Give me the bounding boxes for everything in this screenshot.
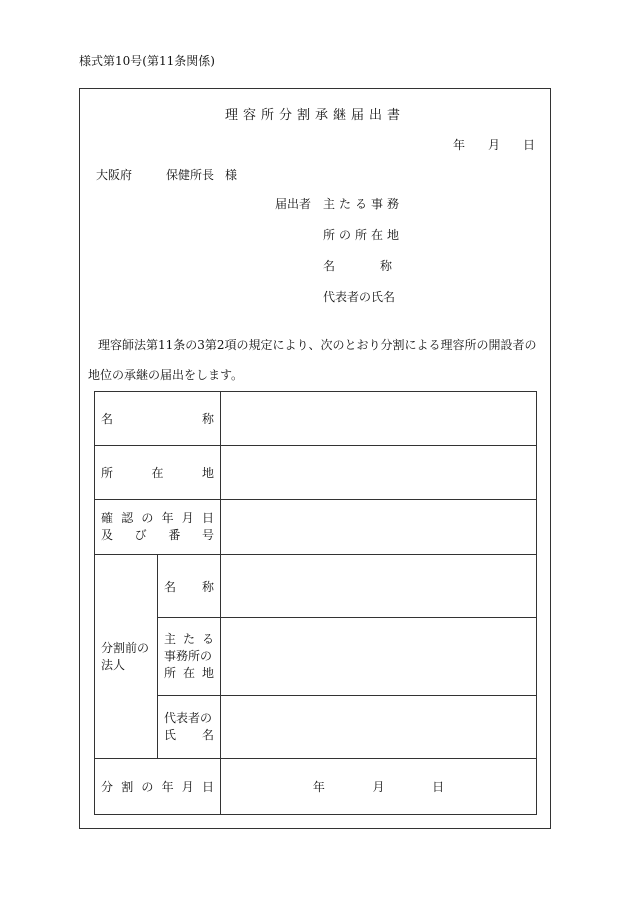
- value-pre-office[interactable]: [221, 618, 537, 696]
- label-name: 名 称: [95, 392, 221, 446]
- label-pre-split-corp: 分割前の法人: [95, 555, 158, 759]
- value-pre-name[interactable]: [221, 555, 537, 618]
- row-name: [95, 392, 537, 446]
- split-date-month: 月: [372, 780, 385, 794]
- label-pre-office: 主 た る 事務所の 所 在 地: [158, 618, 221, 696]
- notifier-address-line1: 主たる事務: [323, 197, 404, 211]
- statement-text: 理容師法第11条の3第2項の規定により、次のとおり分割による理容所の開設者の地位の承継の届出をします。: [88, 338, 537, 382]
- info-table: [94, 391, 537, 815]
- notifier-address-line2: 所の所在地: [323, 228, 404, 242]
- date-month: 月: [488, 138, 501, 152]
- addressee-honorific: 様: [225, 168, 238, 182]
- label-pre-name: 名 称: [158, 555, 221, 618]
- value-name[interactable]: [221, 392, 537, 446]
- value-location[interactable]: [221, 446, 537, 500]
- form-number: 様式第10号(第11条関係): [79, 54, 215, 68]
- notifier-name-char-2: 称: [380, 259, 393, 273]
- value-confirmation[interactable]: [221, 500, 537, 555]
- label-split-date: 分 割 の 年 月 日: [95, 759, 221, 815]
- date-year: 年: [453, 138, 466, 152]
- value-pre-rep[interactable]: [221, 696, 537, 759]
- row-pre-rep: [95, 696, 537, 759]
- date-day: 日: [523, 138, 536, 152]
- row-split-date: [95, 759, 537, 815]
- split-date-year: 年: [312, 780, 325, 794]
- notifier-label: 届出者: [275, 197, 312, 211]
- split-date-day: 日: [432, 780, 445, 794]
- value-split-date[interactable]: [221, 759, 537, 815]
- row-location: [95, 446, 537, 500]
- label-location: 所 在 地: [95, 446, 221, 500]
- row-pre-name: [95, 555, 537, 618]
- addressee-office: 保健所長: [166, 168, 215, 182]
- addressee-prefecture: 大阪府: [96, 168, 133, 182]
- row-pre-office: [95, 618, 537, 696]
- label-pre-rep: 代表者の 氏 名: [158, 696, 221, 759]
- notifier-name-char-1: 名: [323, 259, 336, 273]
- notifier-representative: 代表者の氏名: [323, 290, 396, 304]
- label-confirmation: 確 認 の 年 月 日 及 び 番 号: [95, 500, 221, 555]
- document-title: 理容所分割承継届出書: [224, 108, 405, 123]
- row-confirmation: [95, 500, 537, 555]
